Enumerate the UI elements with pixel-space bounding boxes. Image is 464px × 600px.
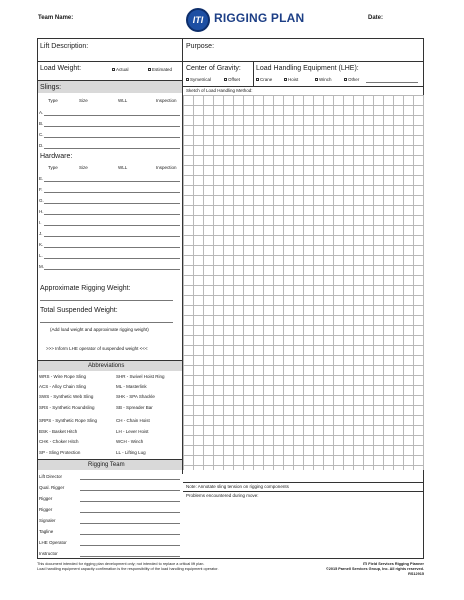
checkbox-icon bbox=[186, 78, 189, 81]
abbreviation-item: ML - Masterlink bbox=[116, 384, 147, 389]
lhe-option-hoist[interactable]: Hoist bbox=[284, 77, 298, 82]
team-role-label: Qual. Rigger bbox=[39, 485, 65, 490]
abbreviation-item: SRPS - Synthetic Rope Sling bbox=[39, 418, 98, 423]
estimated-option[interactable]: Estimated bbox=[148, 67, 172, 72]
checkbox-icon bbox=[256, 78, 259, 81]
divider bbox=[183, 491, 424, 492]
hardware-row-label: E. bbox=[39, 176, 44, 181]
approx-weight-line[interactable] bbox=[40, 300, 173, 301]
hardware-row-line[interactable] bbox=[44, 214, 180, 215]
rigging-team-title: Rigging Team bbox=[88, 462, 125, 468]
sling-row-label: B. bbox=[39, 121, 44, 126]
team-role-label: Tagline bbox=[39, 529, 54, 534]
sling-row-label: D. bbox=[39, 143, 44, 148]
hardware-row-line[interactable] bbox=[44, 192, 180, 193]
lhe-label: Load Handling Equipment (LHE): bbox=[256, 65, 359, 72]
page-title: RIGGING PLAN bbox=[214, 11, 305, 25]
annotate-note: Note: Annotate sling tension on rigging components bbox=[186, 484, 289, 489]
abbreviation-item: LL - Lifting Lug bbox=[116, 450, 146, 455]
team-role-label: Signaler bbox=[39, 518, 56, 523]
lift-description-label: Lift Description: bbox=[40, 43, 89, 50]
total-weight-label: Total Suspended Weight: bbox=[40, 307, 118, 314]
team-role-line[interactable] bbox=[80, 545, 180, 546]
inform-operator-note: >>> Inform LHE operator of suspended weight <<< bbox=[46, 346, 148, 351]
hardware-row-label: M. bbox=[39, 264, 44, 269]
abbreviation-item: WCH - Winch bbox=[116, 439, 144, 444]
abbreviation-item: SHR - Swivel Hoist Ring bbox=[116, 374, 165, 379]
divider bbox=[37, 61, 424, 62]
date-label: Date: bbox=[368, 15, 384, 21]
abbreviations-title: Abbreviations bbox=[88, 363, 125, 369]
checkbox-icon bbox=[224, 78, 227, 81]
divider bbox=[183, 482, 424, 483]
header bbox=[0, 8, 464, 38]
offset-option[interactable]: Offset bbox=[224, 77, 240, 82]
hardware-row-line[interactable] bbox=[44, 203, 180, 204]
hardware-row-line[interactable] bbox=[44, 258, 180, 259]
sling-row-line[interactable] bbox=[44, 137, 180, 138]
team-name-label: Team Name: bbox=[38, 15, 74, 21]
abbreviation-item: CHK - Choker Hitch bbox=[39, 439, 79, 444]
team-role-line[interactable] bbox=[80, 534, 180, 535]
purpose-label: Purpose: bbox=[186, 43, 215, 50]
abbreviation-item: LH - Lever Hoist bbox=[116, 429, 149, 434]
hardware-row-line[interactable] bbox=[44, 247, 180, 248]
divider bbox=[183, 86, 424, 87]
sling-row-line[interactable] bbox=[44, 148, 180, 149]
sling-row-line[interactable] bbox=[44, 126, 180, 127]
abbreviation-item: CH - Chain Hoist bbox=[116, 418, 150, 423]
abbreviation-item: SWS - Synthetic Web Sling bbox=[39, 394, 94, 399]
abbreviation-item: SP - Sling Protection bbox=[39, 450, 81, 455]
slings-label: Slings: bbox=[40, 84, 62, 91]
lhe-option-crane[interactable]: Crane bbox=[256, 77, 272, 82]
team-role-line[interactable] bbox=[80, 523, 180, 524]
team-role-label: Instructor bbox=[39, 551, 58, 556]
team-role-label: Rigger bbox=[39, 496, 53, 501]
actual-option[interactable]: Actual bbox=[112, 67, 129, 72]
hardware-row-label: F. bbox=[39, 187, 43, 192]
hardware-row-label: H. bbox=[39, 209, 44, 214]
add-weight-note: (Add load weight and approximate rigging weight) bbox=[50, 327, 149, 332]
checkbox-icon bbox=[112, 68, 115, 71]
symmetrical-option[interactable]: Symetrical bbox=[186, 77, 211, 82]
lhe-other-line[interactable] bbox=[366, 82, 418, 83]
iti-logo: ITI bbox=[186, 8, 210, 32]
team-role-line[interactable] bbox=[80, 479, 180, 480]
hardware-row-label: G. bbox=[39, 198, 44, 203]
sketch-grid[interactable] bbox=[183, 95, 424, 470]
abbreviation-item: SB - Spreader Bar bbox=[116, 405, 153, 410]
team-role-line[interactable] bbox=[80, 501, 180, 502]
hardware-row-line[interactable] bbox=[44, 236, 180, 237]
footer-copyright: ITI Field Services Rigging Planner ©2015 Parnell Services Group, Inc. All rights reserved. RS12915 bbox=[325, 562, 424, 576]
team-role-label: Lift Director bbox=[39, 474, 63, 479]
hardware-label: Hardware: bbox=[40, 153, 73, 160]
lhe-option-winch[interactable]: Winch bbox=[315, 77, 332, 82]
problems-label: Problems encountered during move: bbox=[186, 493, 259, 498]
sling-row-line[interactable] bbox=[44, 115, 180, 116]
sling-row-label: C. bbox=[39, 132, 44, 137]
sketch-label: Sketch of Load Handling Method: bbox=[186, 88, 253, 93]
team-role-label: LHE Operator bbox=[39, 540, 67, 545]
team-role-line[interactable] bbox=[80, 512, 180, 513]
abbreviation-item: BSK - Basket Hitch bbox=[39, 429, 78, 434]
load-weight-label: Load Weight: bbox=[40, 65, 82, 72]
team-role-label: Rigger bbox=[39, 507, 53, 512]
divider bbox=[253, 61, 254, 86]
abbreviation-item: WRS - Wire Rope Sling bbox=[39, 374, 87, 379]
checkbox-icon bbox=[284, 78, 287, 81]
center-of-gravity-label: Center of Gravity: bbox=[186, 65, 241, 72]
footer-disclaimer: This document intended for rigging plan development only; not intended to replace a critical lift plan. Load handling equipment capacity confirmation is the responsibility of the load handling equipment operator. bbox=[37, 562, 219, 571]
lhe-option-other[interactable]: Other bbox=[344, 77, 359, 82]
hardware-row-line[interactable] bbox=[44, 269, 180, 270]
checkbox-icon bbox=[148, 68, 151, 71]
abbreviation-item: SHK - SPA Shackle bbox=[116, 394, 155, 399]
hardware-row-line[interactable] bbox=[44, 225, 180, 226]
team-role-line[interactable] bbox=[80, 490, 180, 491]
hardware-row-label: J. bbox=[39, 231, 43, 236]
hardware-row-line[interactable] bbox=[44, 181, 180, 182]
approx-weight-label: Approximate Rigging Weight: bbox=[40, 285, 131, 292]
hardware-row-label: K. bbox=[39, 242, 44, 247]
total-weight-line[interactable] bbox=[40, 322, 173, 323]
team-role-line[interactable] bbox=[80, 556, 180, 557]
checkbox-icon bbox=[344, 78, 347, 81]
abbreviation-item: ACS - Alloy Chain Sling bbox=[39, 384, 87, 389]
checkbox-icon bbox=[315, 78, 318, 81]
hardware-row-label: L. bbox=[39, 253, 43, 258]
hardware-row-label: I. bbox=[39, 220, 42, 225]
sling-row-label: A. bbox=[39, 110, 44, 115]
abbreviation-item: SRS - Synthetic Roundsling bbox=[39, 405, 95, 410]
